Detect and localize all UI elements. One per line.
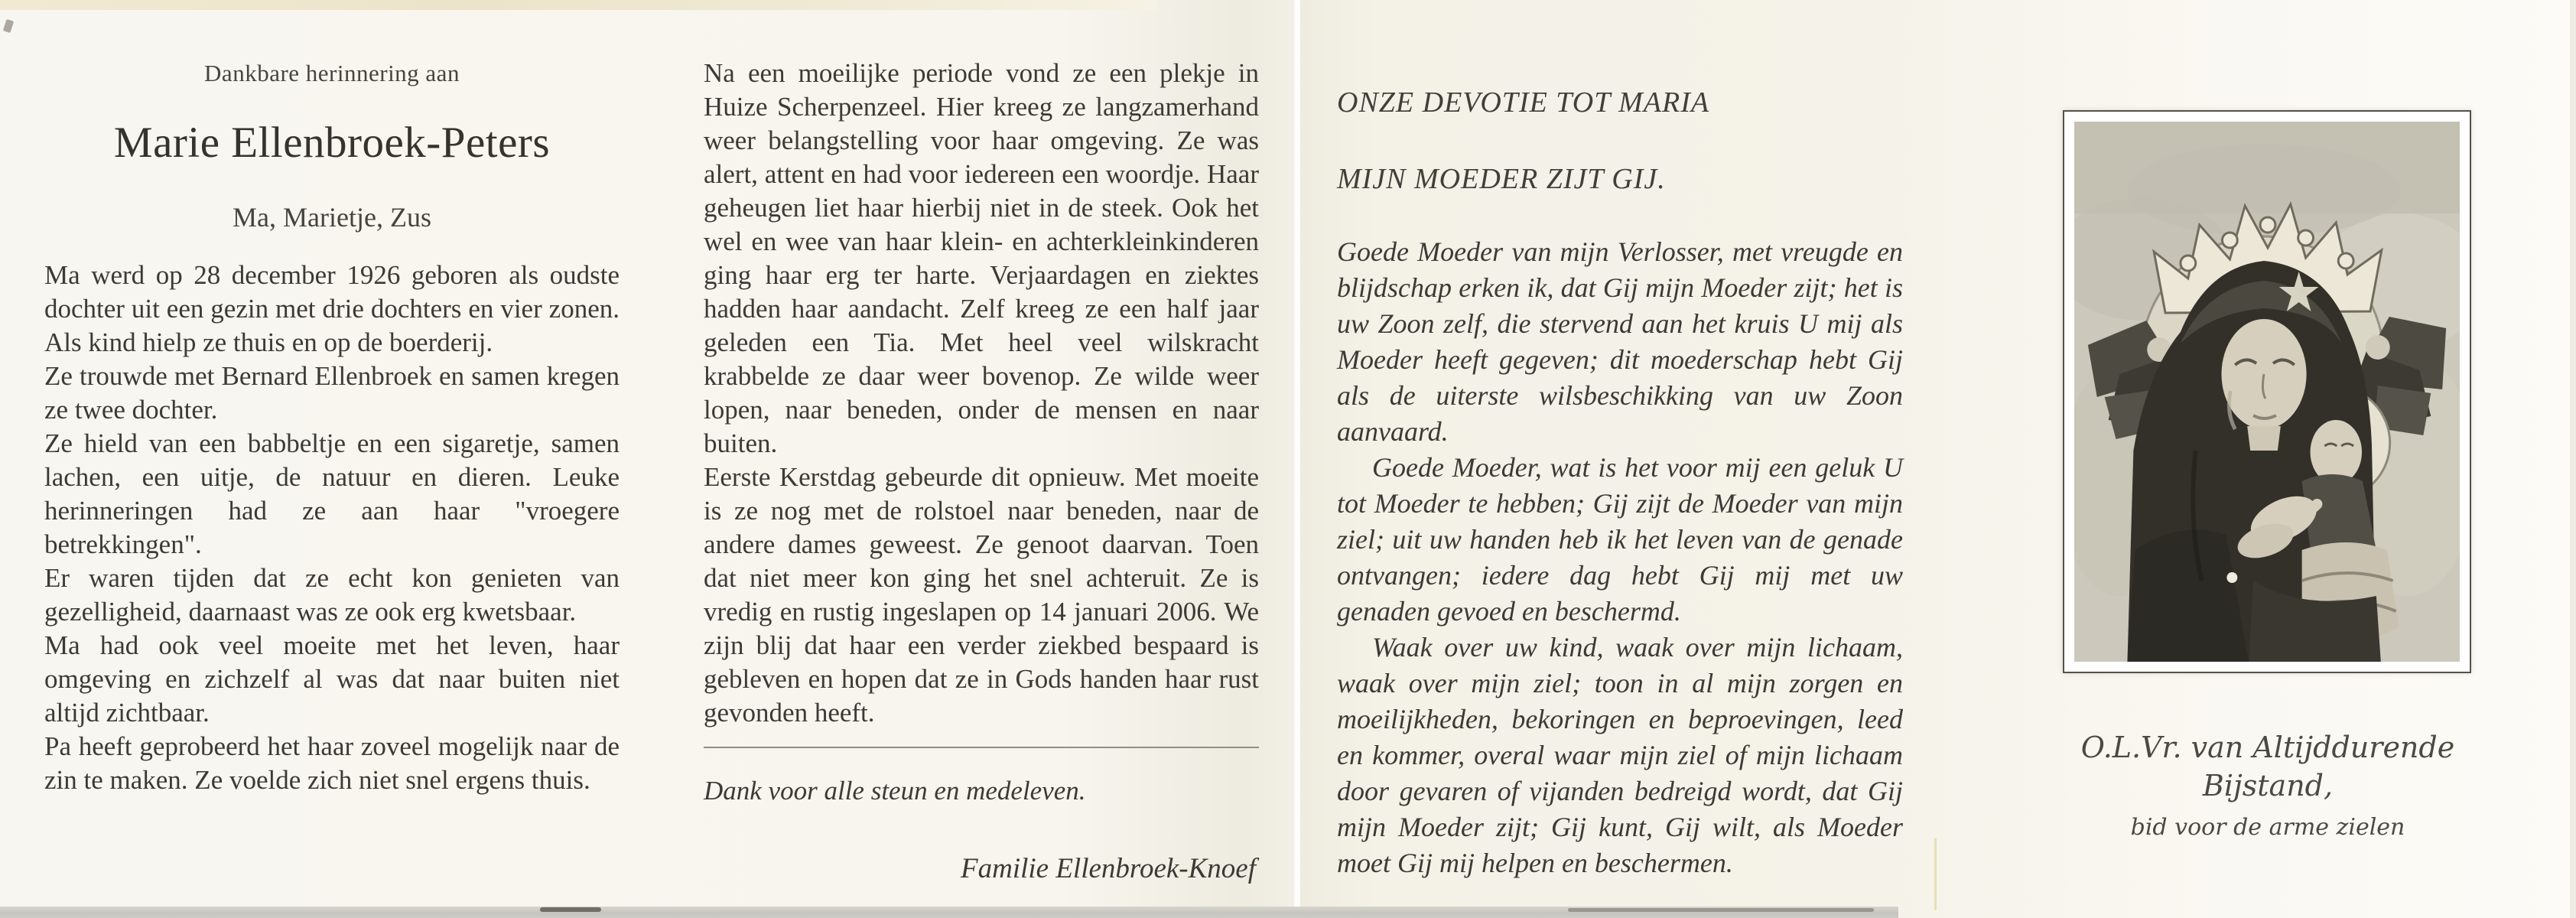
memorial-paragraph: Ze hield van een babbeltje en een sigaretje, samen lachen, een uitje, de natuur en dieren. Leuke herinneringen had ze aan haar "vroegere betrekkingen". <box>44 428 620 559</box>
prayer-paragraph: Goede Moeder, wat is het voor mij een geluk U tot Moeder te hebben; Gij zijt de Moeder van mijn ziel; uit uw handen heb ik het leven van de genade ontvangen; iedere dag hebt Gij mij met uw genaden gevoed en beschermd. <box>1337 452 1903 627</box>
scan-line-artifact <box>1934 838 1937 910</box>
scan-edge-bottom-dark-segment <box>1568 908 1874 912</box>
memorial-paragraph: Ma had ook veel moeite met het leven, haar omgeving en zichzelf al was dat naar buiten niet altijd zichtbaar. <box>44 630 620 728</box>
memorial-paragraph: Er waren tijden dat ze echt kon genieten van gezelligheid, daarnaast was ze ook erg kwetsbaar. <box>44 563 620 627</box>
scan-edge-top <box>0 0 1156 10</box>
memorial-nicknames: Ma, Marietje, Zus <box>233 202 431 233</box>
life-paragraph: Eerste Kerstdag gebeurde dit opnieuw. Met moeite is ze nog met de rolstoel naar beneden, naar de andere dames geweest. Ze genoot daarvan. Toen dat niet meer kon ging het snel achteruit. Ze is vredig en rustig ingeslapen op 14 januari 2006. We zijn blij dat haar een verder ziekbed bespaard is gebleven en hopen dat ze in Gods handen haar rust gevonden heeft. <box>704 462 1259 728</box>
memorial-paragraph: Ma werd op 28 december 1926 geboren als oudste dochter uit een gezin met drie dochters en vier zonen. Als kind hielp ze thuis en op de boerderij. <box>44 260 620 357</box>
prayer-paragraph: Waak over uw kind, waak over mijn lichaam, waak over mijn ziel; toon in al mijn zorgen en moeilijkheden, bekoringen en beproevingen, leed en kommer, overal waar mijn ziel of mijn lichaam door gevaren of vijanden bedreigd wordt, dat Gij mijn Moeder zijt; Gij kunt, Gij wilt, als Moeder moet Gij mij helpen en beschermen. <box>1337 632 1903 878</box>
family-signature: Familie Ellenbroek-Knoef <box>961 853 1256 884</box>
devotion-caption <box>2038 728 2497 841</box>
scan-edge-bottom-dark-segment <box>540 907 601 912</box>
memorial-name: Marie Ellenbroek-Peters <box>113 119 551 167</box>
devotion-caption-line1: O.L.Vr. van Altijddurende <box>2080 731 2455 764</box>
devotion-caption-line2: Bijstand, <box>2202 769 2334 802</box>
prayer-subtitle: MIJN MOEDER ZIJT GIJ. <box>1337 163 1666 195</box>
divider-line <box>704 747 1259 748</box>
scan-edge-right <box>2570 0 2576 918</box>
life-paragraph: Na een moeilijke periode vond ze een plekje in Huize Scherpenzeel. Hier kreeg ze langzamerhand weer belangstelling voor haar omgeving. Ze was alert, attent en had voor iedereen een woordje. Haar geheugen liet haar hierbij niet in de steek. Ook het wel en wee van haar klein- en achterkleinkinderen ging haar erg ter harte. Verjaardagen en ziektes hadden haar aandacht. Zelf kreeg ze een half jaar geleden een Tia. Met heel veel wilskracht krabbelde ze daar weer bovenop. Ze wilde weer lopen, naar beneden, onder de mensen en naar buiten. <box>704 58 1259 458</box>
devotion-caption-line3: bid voor de arme zielen <box>2130 814 2405 841</box>
prayer-body <box>1337 234 1903 881</box>
prayer-paragraph: Goede Moeder van mijn Verlosser, met vreugde en blijdschap erken ik, dat Gij mijn Moeder zijt; het is uw Zoon zelf, die stervend aan het kruis U mij als Moeder heeft gegeven; dit moederschap hebt Gij als de uiterste wilsbeschikking van uw Zoon aanvaard. <box>1337 236 1903 447</box>
icon-frame <box>2063 110 2471 673</box>
panel-prayer <box>1337 86 1903 881</box>
memorial-paragraph: Ze trouwde met Bernard Ellenbroek en samen kregen ze twee dochter. <box>44 361 620 425</box>
panel-memorial-header <box>44 60 620 233</box>
thanks-note: Dank voor alle steun en medeleven. <box>704 776 1086 806</box>
our-lady-of-perpetual-help-image <box>2074 122 2460 662</box>
memorial-intro: Dankbare herinnering aan <box>204 60 460 86</box>
memorial-paragraph: Pa heeft geprobeerd het haar zoveel mogelijk naar de zin te maken. Ze voelde zich niet snel ergens thuis. <box>44 731 620 795</box>
panel-memorial-body <box>44 259 620 797</box>
prayer-title: ONZE DEVOTIE TOT MARIA <box>1337 86 1710 119</box>
panel-life-story <box>704 57 1259 886</box>
